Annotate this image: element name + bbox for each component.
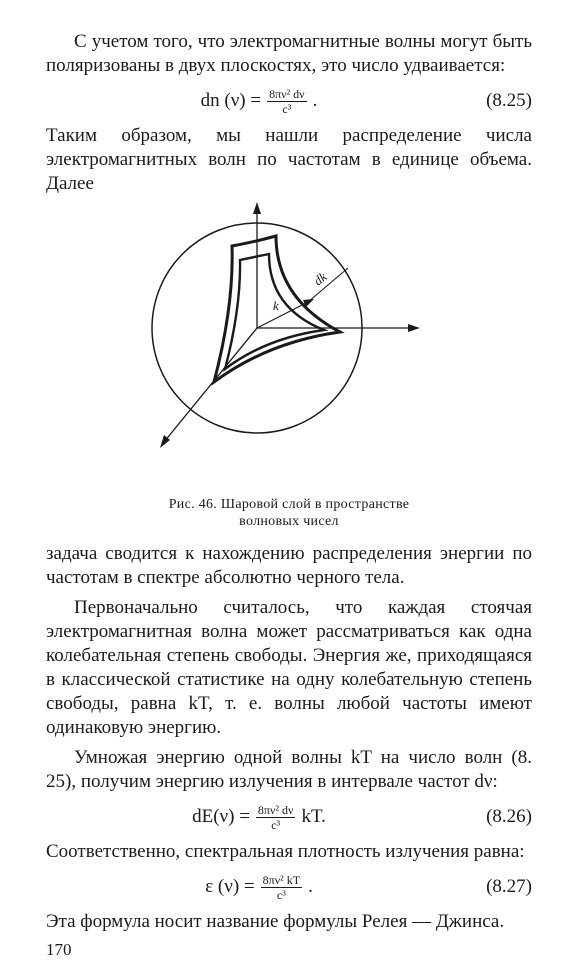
caption-line-1: Рис. 46. Шаровой слой в пространстве — [168, 497, 410, 512]
caption-line-2: волновых чисел — [239, 514, 339, 529]
eq1-denominator: c³ — [282, 101, 292, 116]
eq2-lhs: dE(ν) = — [192, 806, 250, 827]
paragraph-3: задача сводится к нахождению распределения энергии по частотам в спектре абсолютно черного тела. — [46, 543, 532, 588]
equation-8-26 — [46, 794, 532, 840]
page — [46, 30, 532, 960]
eq1-number: (8.25) — [486, 90, 532, 111]
axis-horizontal-arrow — [408, 324, 420, 332]
eq3-number: (8.27) — [486, 876, 532, 897]
figure-caption — [46, 496, 532, 530]
eq3-fraction — [261, 873, 302, 902]
axis-diagonal — [164, 328, 257, 442]
eq2-numerator: 8πν² dν — [257, 802, 294, 817]
radius-k-line — [257, 302, 308, 328]
label-dk: dk — [310, 268, 330, 289]
eq3-numerator: 8πν² kT — [262, 872, 301, 887]
eq2-fraction — [256, 803, 296, 832]
equation-8-27 — [46, 864, 532, 910]
axis-vertical-arrow — [253, 202, 261, 214]
label-k: k — [273, 298, 279, 313]
eq2-tail: kT. — [301, 806, 326, 827]
page-number: 170 — [46, 940, 72, 959]
eq1-tail: . — [312, 90, 318, 111]
eq3-tail: . — [308, 876, 313, 897]
eq3-lhs: ε (ν) = — [205, 876, 255, 897]
eq2-denominator: c³ — [271, 817, 281, 832]
paragraph-6: Соответственно, спектральная плотность излучения равна: — [46, 841, 525, 862]
spherical-shell-diagram — [142, 202, 432, 492]
paragraph-1: С учетом того, что электромагнитные волны могут быть поляризованы в двух плоскостях, это число удваивается: — [46, 31, 532, 76]
paragraph-2: Таким образом, мы нашли распределение числа электромагнитных волн по частотам в единице объема. Далее — [46, 125, 532, 194]
eq3-denominator: c³ — [276, 887, 286, 902]
eq1-numerator: 8πν² dν — [269, 86, 305, 101]
equation-8-25 — [46, 78, 532, 124]
eq1-fraction — [267, 87, 307, 116]
eq2-number: (8.26) — [486, 806, 532, 827]
paragraph-4: Первоначально считалось, что каждая стоячая электромагнитная волна может рассматриваться как одна колебательная степень свободы. Энергия же, приходящаяся в классической статистике на одну колебательную степень свободы, равна kT, т. е. волны любой частоты имеют одинаковую энергию. — [46, 597, 532, 738]
eq1-lhs: dn (ν) = — [200, 90, 262, 111]
figure-46 — [46, 202, 532, 492]
paragraph-7: Эта формула носит название формулы Релея — Джинса. — [46, 911, 505, 932]
paragraph-5: Умножая энергию одной волны kT на число волн (8. 25), получим энергию излучения в интервале частот dν: — [46, 747, 532, 792]
